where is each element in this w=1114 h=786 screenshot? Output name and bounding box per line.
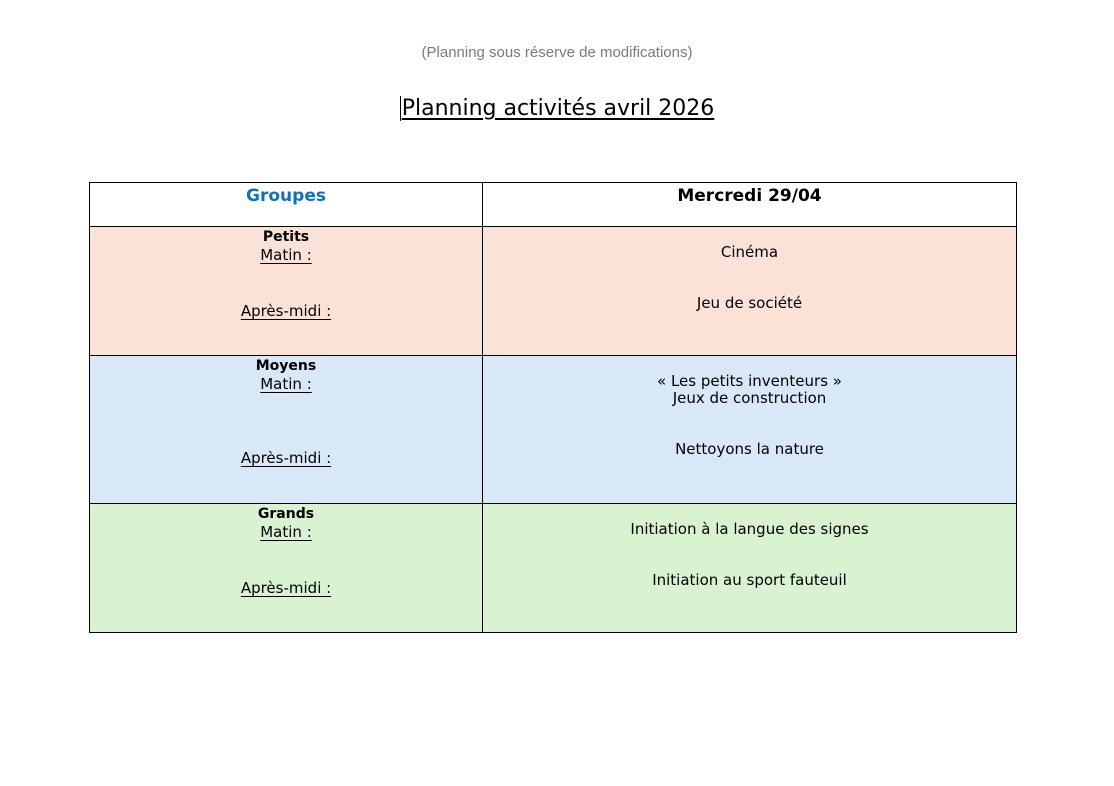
group-name: Moyens [255,358,317,374]
page-title-text: Planning activités avril 2026 [401,96,715,121]
activity-cell-moyens [483,356,1017,504]
afternoon-label: Après-midi : [240,579,332,597]
groups-column-header: Groupes [246,186,326,206]
morning-label: Matin : [260,523,312,541]
group-name: Grands [257,506,315,522]
group-cell-moyens [90,356,483,504]
morning-label: Matin : [260,246,312,264]
morning-activity: Initiation à la langue des signes [630,520,869,538]
table-row [90,504,1017,633]
disclaimer-note: (Planning sous réserve de modifications) [421,44,693,61]
afternoon-activity: Jeu de société [696,294,803,312]
table-row [90,356,1017,504]
afternoon-label: Après-midi : [240,302,332,320]
header-cell-day [483,183,1017,227]
afternoon-activity: Nettoyons la nature [675,440,824,458]
morning-activity: « Les petits inventeurs » [657,372,842,390]
table-row [90,227,1017,356]
morning-activity-detail: Jeux de construction [672,389,827,407]
morning-label: Matin : [260,375,312,393]
header-cell-groups [90,183,483,227]
afternoon-label: Après-midi : [240,449,332,467]
page-title [0,96,1114,121]
group-cell-petits [90,227,483,356]
activity-cell-petits [483,227,1017,356]
day-column-header: Mercredi 29/04 [677,186,822,206]
group-name: Petits [262,229,310,245]
activity-cell-grands [483,504,1017,633]
planning-table [89,182,1017,633]
group-cell-grands [90,504,483,633]
afternoon-activity: Initiation au sport fauteuil [652,571,847,589]
table-header-row [90,183,1017,227]
morning-activity: Cinéma [720,243,779,261]
